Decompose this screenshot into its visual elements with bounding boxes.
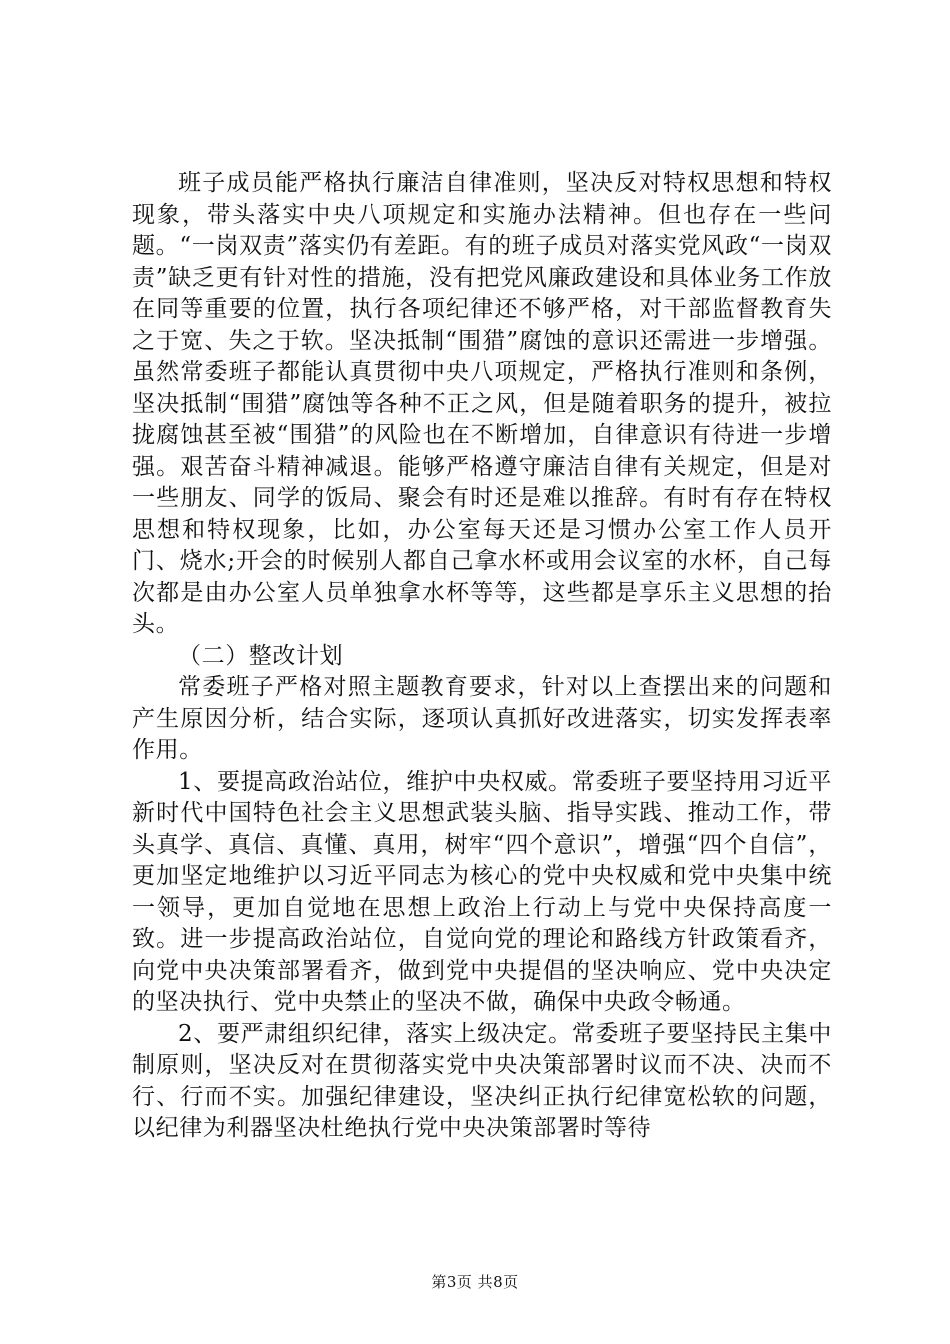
section-heading-rectification-plan: （二）整改计划: [178, 642, 344, 669]
paragraph-rectification-intro: 常委班子严格对照主题教育要求，针对以上查摆出来的问题和产生原因分析，结合实际，逐项认真抓好改进落实，切实发挥表率作用。: [132, 674, 832, 763]
document-body: [132, 168, 832, 1145]
paragraph-item-1: 1、要提高政治站位，维护中央权威。常委班子要坚持用习近平新时代中国特色社会主义思想武装头脑、指导实践、推动工作，带头真学、真信、真懂、真用，树牢“四个意识”，增强“四个自信”，更加坚定地维护以习近平同志为核心的党中央权威和党中央集中统一领导，更加自觉地在思想上政治上行动上与党中央保持高度一致。进一步提高政治站位，自觉向党的理论和路线方针政策看齐，向党中央决策部署看齐，做到党中央提倡的坚决响应、党中央决定的坚决执行、党中央禁止的坚决不做，确保中央政令畅通。: [132, 768, 832, 1015]
paragraph-item-2: 2、要严肃组织纪律，落实上级决定。常委班子要坚持民主集中制原则，坚决反对在贯彻落实党中央决策部署时议而不决、决而不行、行而不实。加强纪律建设，坚决纠正执行纪律宽松软的问题，以纪律为利器坚决杜绝执行党中央决策部署时等待: [132, 1020, 832, 1141]
paragraph-discipline-issues: 班子成员能严格执行廉洁自律准则，坚决反对特权思想和特权现象，带头落实中央八项规定和实施办法精神。但也存在一些问题。“一岗双责”落实仍有差距。有的班子成员对落实党风政“一岗双责”缺乏更有针对性的措施，没有把党风廉政建设和具体业务工作放在同等重要的位置，执行各项纪律还不够严格，对干部监督教育失之于宽、失之于软。坚决抵制“围猎”腐蚀的意识还需进一步增强。虽然常委班子都能认真贯彻中央八项规定，严格执行准则和条例，坚决抵制“围猎”腐蚀等各种不正之风，但是随着职务的提升，被拉拢腐蚀甚至被“围猎”的风险也在不断增加，自律意识有待进一步增强。艰苦奋斗精神减退。能够严格遵守廉洁自律有关规定，但是对一些朋友、同学的饭局、聚会有时还是难以推辞。有时有存在特权思想和特权现象，比如，办公室每天还是习惯办公室工作人员开门、烧水;开会的时候别人都自己拿水杯或用会议室的水杯，自己每次都是由办公室人员单独拿水杯等等，这些都是享乐主义思想的抬头。: [132, 170, 832, 637]
page-number-footer: 第3页 共8页: [431, 1273, 519, 1291]
